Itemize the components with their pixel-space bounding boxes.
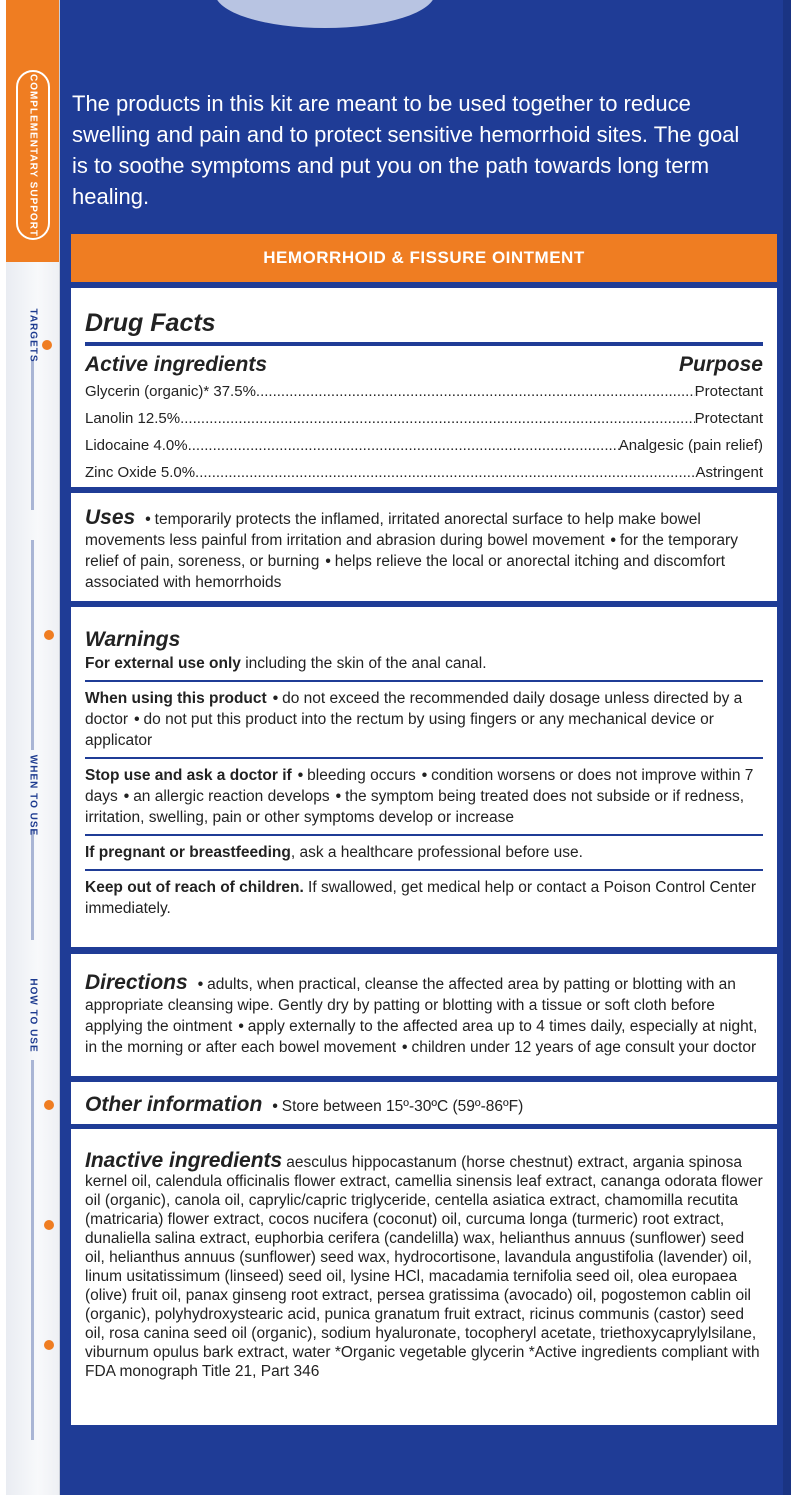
side-label-how-to-use: HOW TO USE [27,978,39,1053]
active-header-row [85,352,763,378]
product-banner: HEMORRHOID & FISSURE OINTMENT [71,234,777,282]
ingredient-purpose: Protectant [694,410,763,427]
ingredient-name: Zinc Oxide 5.0% [85,464,196,481]
leader-dots [188,432,619,459]
purpose-heading: Purpose [678,353,763,376]
section-rule [85,757,763,759]
when-using-item: do not put this product into the rectum by using fingers or any mechanical device or applicator [85,711,714,749]
stop-use-item: the symptom being treated does not subside or if redness, irritation, swelling, pain or other symptoms develop or increase [85,788,744,826]
ingredient-row [85,378,763,405]
side-badge-text: COMPLEMENTARY SUPPORT [27,73,39,238]
ingredient-purpose: Astringent [695,464,763,481]
stop-use-item: an allergic reaction develops [133,788,330,805]
ingredient-row [85,432,763,459]
box-front-panel [60,0,791,1495]
keep-out-text: If swallowed, get medical help or contact a Poison Control Center immediately. [85,879,757,917]
section-rule [85,834,763,836]
side-divider [31,1060,34,1440]
directions-panel: Directions • adults, when practical, cleanse the affected area by patting or blotting with an appropriate cleansing wipe. Gently dry by patting or blotting with a tissue or soft cloth before applying the ointment • apply externally to the affected area up to 4 times daily, especially at night, in the morning or after each bowel movement • children under 12 years of age consult your doctor [71,954,777,1076]
intro-text: The products in this kit are meant to be used together to reduce swelling and pain and to protect sensitive hemorrhoid sites. The goal is to soothe symptoms and put you on the path towards long term healing. [72,91,740,209]
side-icon-dot [44,630,54,640]
warnings-panel [71,607,777,947]
side-icon-dot [44,1100,54,1110]
ingredient-name: Lanolin 12.5% [85,410,181,427]
uses-item: helps relieve the local or anorectal itching and discomfort associated with hemorrhoids [85,553,726,591]
ingredient-purpose: Analgesic (pain relief) [618,437,763,454]
side-orange-band [6,0,60,262]
side-divider [31,540,34,750]
other-info-text: Store between 15º-30ºC (59º-86ºF) [281,1098,524,1115]
top-seal-graphic [215,0,435,28]
side-icon-dot [42,340,52,350]
keep-out-bold: Keep out of reach of children. [85,879,304,896]
ingredient-name: Lidocaine 4.0% [85,437,188,454]
ingredient-row [85,405,763,432]
external-use-line [85,653,763,674]
keep-out-line [85,877,763,919]
uses-item: for the temporary relief of pain, soreness, or burning [85,532,738,570]
pregnant-line [85,842,763,863]
section-rule [85,869,763,871]
pregnant-text: , ask a healthcare professional before use. [290,844,583,861]
external-use-text: including the skin of the anal canal. [240,655,487,672]
side-icon-dot [44,1340,54,1350]
directions-item: adults, when practical, cleanse the affected area by patting or blotting with an appropriate cleansing wipe. Gently dry by patting or blotting with a tissue or soft cloth before applying the ointment [85,976,736,1035]
drug-facts-active-panel [71,288,777,487]
ingredient-row [85,459,763,486]
inactive-heading: Inactive ingredients [85,1149,283,1172]
active-ingredients-heading: Active ingredients [85,353,268,376]
side-icon-dot [44,1220,54,1230]
ingredient-name: Glycerin (organic)* 37.5% [85,383,256,400]
leader-dots [195,459,695,486]
leader-dots [180,405,695,432]
box-side-panel [6,0,60,1495]
inactive-text: aesculus hippocastanum (horse chestnut) extract, argania spinosa kernel oil, calendula officinalis flower extract, camellia sinensis leaf extract, cananga odorata flower oil (organic), canola oil, caprylic/capric triglyceride, centella asiatica extract, chamomilla recutita (matricaria) flower extract, cocos nucifera (coconut) oil, curcuma longa (turmeric) root extract, dunaliella salina extract, euphorbia cerifera (candelilla) wax, helianthus annuus (sunflower) seed oil, helianthus annuus (sunflower) seed wax, hydrocortisone, lavandula angustifolia (lavender) oil, linum usitatissimum (linseed) seed oil, lysine HCl, macadamia ternifolia seed oil, olea europaea (olive) fruit oil, panax ginseng root extract, persea gratissima (avocado) oil, pogostemon cablin oil (organic), polyhydroxystearic acid, punica granatum fruit extract, ricinus communis (castor) seed oil, rosa canina seed oil (organic), sodium hyaluronate, tocopheryl acetate, triethoxycaprylylsilane, viburnum opulus bark extract, water *Organic vegetable glycerin *Active ingredients compliant with FDA monograph Title 21, Part 346 [85,1154,763,1380]
inactive-panel [71,1129,777,1425]
other-info-heading: Other information [85,1093,263,1116]
stop-use-bold: Stop use and ask a doctor if [85,767,292,784]
uses-panel: Uses • temporarily protects the inflamed, irritated anorectal surface to help make bowel movements less painful from irritation and abrasion during bowel movement • for the temporary relief of pain, soreness, or burning • helps relieve the local or anorectal itching and discomfort associated with hemorrhoids [71,493,777,601]
stop-use-item: bleeding occurs [307,767,416,784]
stop-use-block: Stop use and ask a doctor if • bleeding occurs • condition worsens or does not improve within 7 days • an allergic reaction develops • the symptom being treated does not subside or if redness, irritation, swelling, pain or other symptoms develop or increase [85,767,754,826]
when-using-bold: When using this product [85,690,267,707]
other-info-panel: Other information • Store between 15º-30ºC (59º-86ºF) [71,1082,777,1124]
directions-heading: Directions [85,971,188,994]
external-use-bold: For external use only [85,655,241,672]
stop-use-item: condition worsens or does not improve within 7 days [85,767,754,805]
uses-item: temporarily protects the inflamed, irritated anorectal surface to help make bowel movements less painful from irritation and abrasion during bowel movement [85,511,701,549]
side-label-when-to-use: WHEN TO USE [27,754,39,837]
side-divider [31,360,34,510]
section-rule [85,680,763,682]
side-divider [31,830,34,940]
when-using-block: When using this product • do not exceed the recommended daily dosage unless directed by a doctor • do not put this product into the rectum by using fingers or any mechanical device or applicator [85,690,743,749]
directions-item: children under 12 years of age consult your doctor [411,1039,757,1056]
title-rule [85,342,763,346]
leader-dots [256,378,695,405]
side-label-targets: TARGETS [27,308,39,363]
uses-heading: Uses [85,506,136,529]
when-using-item: do not exceed the recommended daily dosage unless directed by a doctor [85,690,743,728]
drug-facts-title: Drug Facts [85,309,216,337]
directions-item: apply externally to the affected area up to 4 times daily, especially at night, in the morning or after each bowel movement [85,1018,758,1056]
pregnant-bold: If pregnant or breastfeeding [85,844,291,861]
warnings-heading: Warnings [85,628,181,651]
ingredient-purpose: Protectant [694,383,763,400]
